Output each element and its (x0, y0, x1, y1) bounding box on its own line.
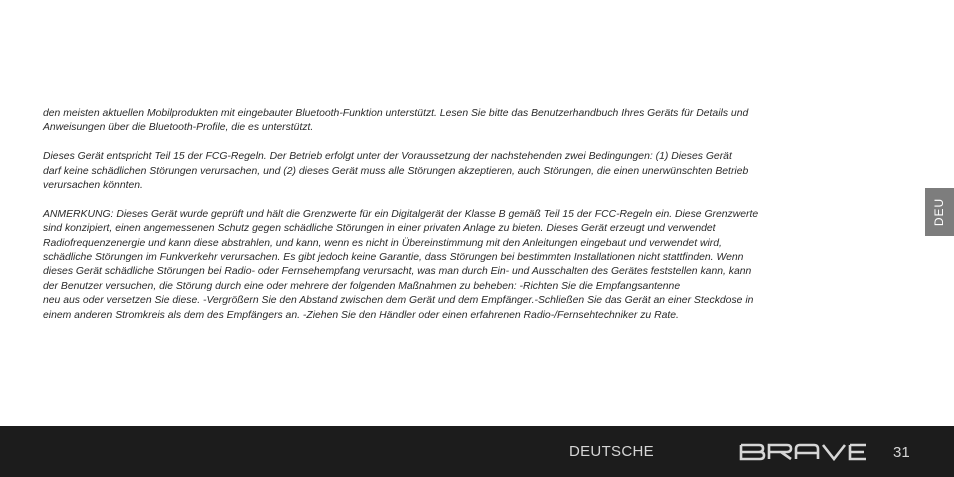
page-number: 31 (893, 444, 910, 461)
text-line: neu aus oder versetzen Sie diese. -Vergrößern Sie den Abstand zwischen dem Gerät und dem Empfänger.-Schließen Sie das Gerät an einer Steckdose in (43, 295, 754, 307)
braven-logo (739, 443, 872, 461)
text-line: Dieses Gerät entspricht Teil 15 der FCG-Regeln. Der Betrieb erfolgt unter der Voraussetzung der nachstehenden zwei Bedingungen: (1) Dieses Gerät (43, 151, 732, 163)
text-line: schädliche Störungen im Funkverkehr verursachen. Es gibt jedoch keine Garantie, dass Störungen bei bestimmten Installationen nicht stattfinden. Wenn (43, 252, 744, 264)
text-line: verursachen könnten. (43, 180, 143, 192)
text-line: darf keine schädlichen Störungen verursachen, und (2) dieses Gerät muss alle Störungen akzeptieren, auch Störungen, die einen unerwünschten Betrieb (43, 165, 749, 177)
page-footer (0, 426, 954, 477)
language-tab-label: DEU (932, 197, 947, 227)
paragraph-note (43, 208, 843, 323)
text-line: Anweisungen über die Bluetooth-Profile, die es unterstützt. (43, 122, 314, 134)
paragraph-bluetooth (43, 107, 843, 136)
text-line: ANMERKUNG: Dieses Gerät wurde geprüft und hält die Grenzwerte für ein Digitalgerät der Klasse B gemäß Teil 15 der FCC-Regeln ein. Diese Grenzwerte (43, 208, 759, 220)
language-tab (925, 188, 954, 236)
text-line: Radiofrequenzenergie und kann diese abstrahlen, und kann, wenn es nicht in Übereinstimmung mit den Anleitungen eingebaut und verwendet wird, (43, 237, 722, 249)
paragraph-fcc-compliance (43, 150, 843, 193)
text-line: sind konzipiert, einen angemessenen Schutz gegen schädliche Störungen in einer privaten Anlage zu bieten. Dieses Gerät erzeugt und verwendet (43, 223, 716, 235)
text-line: dieses Gerät schädliche Störungen bei Radio- oder Fernsehempfang verursacht, was man durch Ein- und Ausschalten des Gerätes feststellen kann, kann (43, 266, 752, 278)
text-line: einem anderen Stromkreis als dem des Empfängers an. -Ziehen Sie den Händler oder einen erfahrenen Radio-/Fernsehtechniker zu Rate. (43, 309, 679, 321)
document-body (43, 107, 843, 337)
text-line: den meisten aktuellen Mobilprodukten mit eingebauter Bluetooth-Funktion unterstützt. Lesen Sie bitte das Benutzerhandbuch Ihres Geräts für Details und (43, 108, 749, 119)
footer-language: DEUTSCHE (569, 443, 654, 460)
text-line: der Benutzer versuchen, die Störung durch eine oder mehrere der folgenden Maßnahmen zu beheben: -Richten Sie die Empfangsantenne (43, 280, 681, 292)
